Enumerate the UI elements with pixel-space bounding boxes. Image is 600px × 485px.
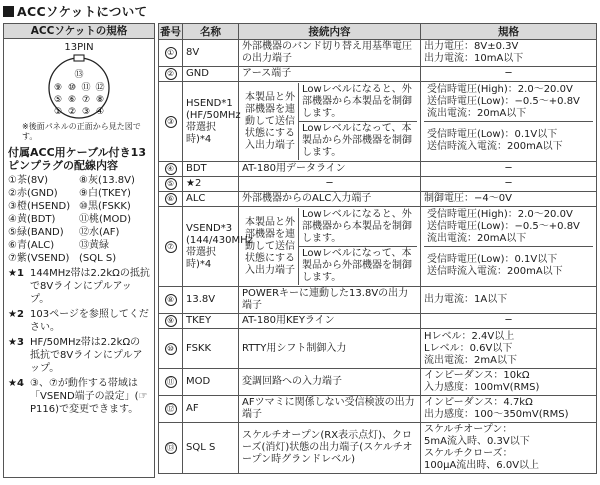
table-row — [159, 314, 597, 329]
cable-item: ⑤緑(BAND) — [8, 227, 64, 238]
table-row — [159, 423, 597, 474]
spec-cell — [421, 82, 597, 162]
connection-detail: Lowレベルになると、外部機器から本製品を制御します。 — [302, 209, 412, 244]
pin-number: ② — [165, 68, 177, 80]
pin-number: ⑪ — [165, 376, 177, 388]
pin-number-cell — [159, 40, 183, 67]
pin-name-cell: SQL S — [183, 423, 239, 474]
spec-cell: ─ — [421, 314, 597, 329]
spec-cell: 制御電圧：−4～0V — [421, 192, 597, 207]
note-item — [8, 267, 150, 306]
table-row — [159, 67, 597, 82]
pin-label: ⑬ — [74, 70, 84, 80]
pin-name-cell: 13.8V — [183, 287, 239, 314]
cable-item: ⑬黄緑 — [79, 240, 109, 251]
acc-spec-panel — [3, 23, 155, 478]
pin-label: ⑧ — [95, 95, 105, 105]
pin-number: ① — [165, 47, 177, 59]
panel-header: ACCソケットの規格 — [3, 23, 155, 39]
table-header-row — [159, 24, 597, 40]
pin-name-cell: TKEY — [183, 314, 239, 329]
note-text: 103ページを参照してください。 — [30, 309, 149, 333]
pin-number: ③ — [165, 116, 177, 128]
cable-item: ⑥青(ALC) — [8, 240, 55, 251]
panel-body — [3, 39, 155, 478]
cable-item: (SQL S) — [79, 253, 117, 264]
pin-number-cell — [159, 67, 183, 82]
cable-item: ⑧灰(13.8V) — [79, 175, 135, 186]
pin-label: ② — [67, 107, 77, 117]
pin-number-cell — [159, 329, 183, 369]
table-row — [159, 177, 597, 192]
pin-label: ⑦ — [81, 95, 91, 105]
square-bullet-icon — [3, 6, 14, 17]
pin-number-cell — [159, 396, 183, 423]
table-row — [159, 82, 597, 162]
pin-label: ④ — [95, 107, 105, 117]
cable-item: ⑪桃(MOD) — [79, 214, 132, 225]
table-row — [159, 369, 597, 396]
connection-main: 本製品と外部機器を連動して送信状態にする入出力端子 — [242, 83, 299, 160]
pin-number-cell — [159, 369, 183, 396]
table-row — [159, 396, 597, 423]
spec-cell: ─ — [421, 177, 597, 192]
table-row — [159, 40, 597, 67]
header-number: 番号 — [159, 24, 183, 40]
pin-number-cell — [159, 287, 183, 314]
connection-detail: Lowレベルになると、外部機器から本製品を制御します。 — [302, 84, 412, 119]
connection-cell: 外部機器からのALC入力端子 — [239, 192, 421, 207]
table-row — [159, 287, 597, 314]
note-text: ③、⑦が動作する帯域は「VSEND端子の設定」(☞P116)で変更できます。 — [30, 378, 148, 415]
pin-number: ⑦ — [165, 241, 177, 253]
connection-cell: AFツマミに関係しない受信検波の出力端子 — [239, 396, 421, 423]
note-mark: ★4 — [8, 378, 24, 389]
cable-title: 付属ACC用ケーブル付き13ピンプラグの配線内容 — [8, 146, 146, 172]
pin-name-cell: ALC — [183, 192, 239, 207]
connection-detail: Lowレベルになって、本製品から外部機器を制御します。 — [299, 246, 417, 285]
note-text: 144MHz帯は2.2kΩの抵抗で8Vラインにプルアップ。 — [30, 268, 150, 305]
pin-name-cell: ★2 — [183, 177, 239, 192]
pin-number: ⑥ — [165, 193, 177, 205]
pin-title: 13PIN — [64, 42, 94, 53]
pin-label: ③ — [81, 107, 91, 117]
pin-label: ⑤ — [53, 95, 63, 105]
spec-detail: 受信時電圧(Low)：0.1V以下 送信時流入電流：200mA以下 — [424, 246, 593, 285]
connection-cell: スケルチオープン(RX表示点灯)、クローズ(消灯)状態の出力端子(スケルチオープン時グランドレベル) — [239, 423, 421, 474]
connection-main: 本製品と外部機器を連動して送信状態にする入出力端子 — [242, 208, 299, 285]
pin-number: ⑧ — [165, 294, 177, 306]
notes-list — [8, 267, 150, 416]
cable-item: ⑩黒(FSKK) — [79, 201, 131, 212]
note-text: HF/50MHz帯は2.2kΩの抵抗で8Vラインにプルアップ。 — [30, 337, 143, 374]
note-mark: ★1 — [8, 268, 24, 279]
pin-name-cell: HSEND*1 (HF/50MHz帯選択時)*4 — [183, 82, 239, 162]
connection-cell: ─ — [239, 177, 421, 192]
pin-number-cell — [159, 207, 183, 287]
spec-cell: 出力電圧：8V±0.3V 出力電流：10mA以下 — [421, 40, 597, 67]
spec-detail: 受信時電圧(High)：2.0～20.0V 送信時電圧(Low)：−0.5～+0.8V 流出電流：20mA以下 — [427, 209, 580, 244]
pin-label: ⑨ — [53, 83, 63, 93]
note-item — [8, 336, 150, 375]
pin-number: ⑩ — [165, 343, 177, 355]
pin-name-cell: BDT — [183, 162, 239, 177]
pin-number-cell — [159, 82, 183, 162]
pin-number: ⑤ — [165, 178, 177, 190]
pin-number-cell — [159, 192, 183, 207]
pin-number: ⑫ — [165, 403, 177, 415]
connection-cell: 外部機器のバンド切り替え用基準電圧の出力端子 — [239, 40, 421, 67]
connection-detail: Lowレベルになって、本製品から外部機器を制御します。 — [299, 121, 417, 160]
header-spec: 規格 — [421, 24, 597, 40]
pin-name-cell: FSKK — [183, 329, 239, 369]
note-item — [8, 377, 150, 416]
table-row — [159, 192, 597, 207]
spec-cell — [421, 207, 597, 287]
spec-detail: 受信時電圧(High)：2.0～20.0V 送信時電圧(Low)：−0.5～+0.8V 流出電流：20mA以下 — [427, 84, 580, 119]
note-mark: ★3 — [8, 337, 24, 348]
pin-name-cell: 8V — [183, 40, 239, 67]
acc-pin-table — [158, 23, 597, 474]
connector-diagram-icon — [38, 54, 120, 120]
spec-cell: インピーダンス：4.7kΩ 出力感度：100～350mV(RMS) — [421, 396, 597, 423]
note-item — [8, 308, 150, 334]
cable-item: ③橙(HSEND) — [8, 201, 71, 212]
spec-cell: ─ — [421, 162, 597, 177]
table-row — [159, 329, 597, 369]
cable-item: ⑦紫(VSEND) — [8, 253, 70, 264]
section-header — [3, 3, 147, 19]
header-connection: 接続内容 — [239, 24, 421, 40]
pin-number: ⑨ — [165, 315, 177, 327]
cable-wiring-list — [8, 174, 150, 265]
pin-label: ① — [53, 107, 63, 117]
connection-cell — [239, 207, 421, 287]
pin-number-cell — [159, 423, 183, 474]
connection-cell: AT-180用KEYライン — [239, 314, 421, 329]
pin-name-cell: GND — [183, 67, 239, 82]
connection-cell: アース端子 — [239, 67, 421, 82]
table-row — [159, 162, 597, 177]
connection-cell: AT-180用データライン — [239, 162, 421, 177]
spec-cell: ─ — [421, 67, 597, 82]
pin-number-cell — [159, 162, 183, 177]
pin-label: ⑩ — [67, 83, 77, 93]
pin-number: ④ — [165, 163, 177, 175]
pin-name-cell: MOD — [183, 369, 239, 396]
pin-number-cell — [159, 314, 183, 329]
pin-name-cell: VSEND*3 (144/430MHz帯選択時)*4 — [183, 207, 239, 287]
spec-cell: インピーダンス：10kΩ 入力感度：100mV(RMS) — [421, 369, 597, 396]
pin-number-cell — [159, 177, 183, 192]
spec-cell: 出力電流：1A以下 — [421, 287, 597, 314]
spec-cell: Hレベル：2.4V以上 Lレベル：0.6V以下 流出電流：2mA以下 — [421, 329, 597, 369]
connection-cell — [239, 82, 421, 162]
rear-panel-note: ※後面パネルの正面から見た図です。 — [22, 122, 141, 141]
connection-cell: POWERキーに連動した13.8Vの出力端子 — [239, 287, 421, 314]
spec-detail: 受信時電圧(Low)：0.1V以下 送信時流入電流：200mA以下 — [424, 121, 593, 160]
header-name: 名称 — [183, 24, 239, 40]
note-mark: ★2 — [8, 309, 24, 320]
pin-number: ⑬ — [165, 442, 177, 454]
connection-cell: RTTY用シフト制御入力 — [239, 329, 421, 369]
spec-cell: スケルチオープン： 5mA流入時、0.3V以下 スケルチクローズ： 100μA流出時、6.0V以上 — [421, 423, 597, 474]
pin-label: ⑥ — [67, 95, 77, 105]
cable-item: ①茶(8V) — [8, 175, 48, 186]
cable-item: ⑫水(AF) — [79, 227, 120, 238]
table-row — [159, 207, 597, 287]
cable-item: ④黄(BDT) — [8, 214, 56, 225]
cable-item: ②赤(GND) — [8, 188, 58, 199]
pin-label: ⑫ — [95, 83, 105, 93]
connection-cell: 変調回路への入力端子 — [239, 369, 421, 396]
cable-item: ⑨白(TKEY) — [79, 188, 131, 199]
pin-name-cell: AF — [183, 396, 239, 423]
pin-label: ⑪ — [81, 83, 91, 93]
section-title: ACCソケットについて — [17, 4, 148, 19]
